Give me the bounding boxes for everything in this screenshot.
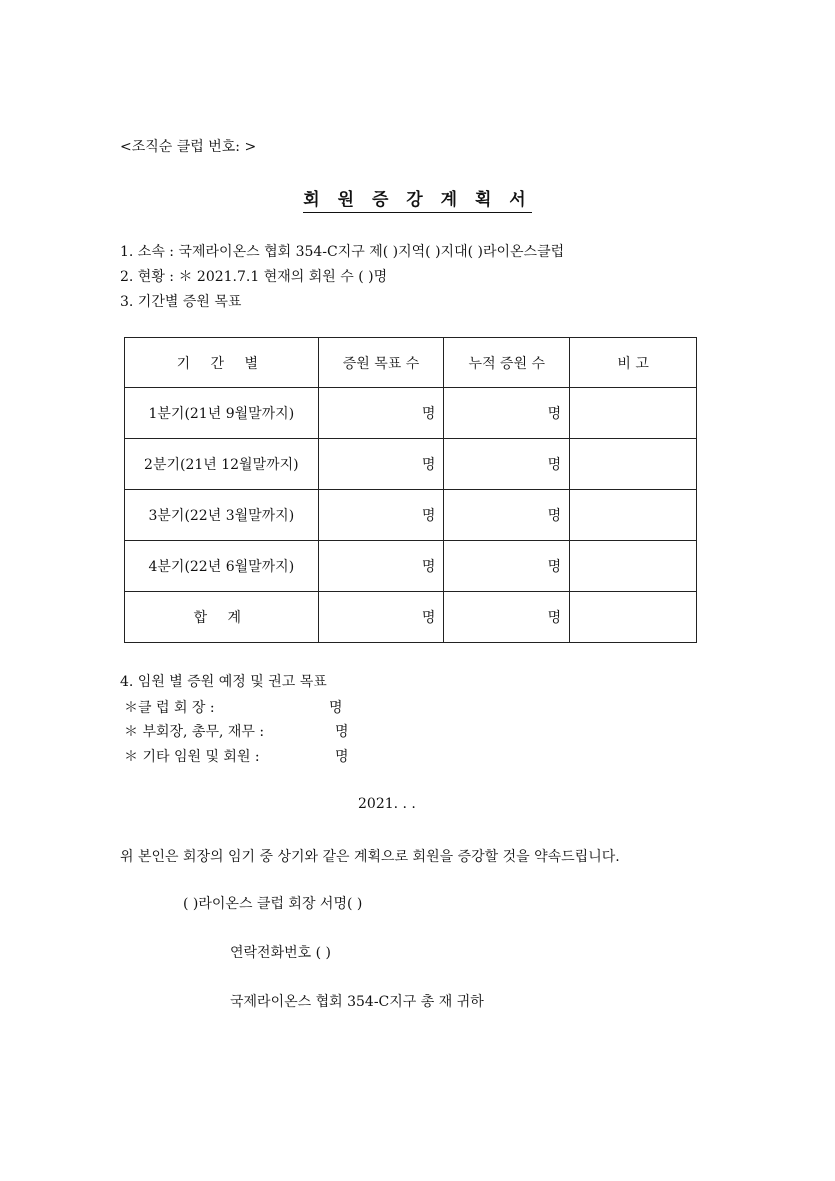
- officer-goal-vice-president: [124, 721, 349, 741]
- cumulative-cell[interactable]: 명: [444, 439, 570, 490]
- goal-cell[interactable]: 명: [318, 388, 444, 439]
- officer-label: ＊ 기타 임원 및 회원 :: [124, 749, 260, 765]
- document-title-text: 회 원 증 강 계 획 서: [303, 190, 531, 213]
- total-cumulative-cell[interactable]: 명: [444, 592, 570, 643]
- officer-label: ＊클 럽 회 장 :: [124, 700, 215, 716]
- header-goal: 증원 목표 수: [318, 338, 444, 388]
- header-cumulative: 누적 증원 수: [444, 338, 570, 388]
- note-cell[interactable]: [570, 388, 697, 439]
- period-goal-heading: 3. 기간별 증원 목표: [120, 294, 242, 310]
- cumulative-cell[interactable]: 명: [444, 490, 570, 541]
- table-row: [125, 439, 697, 490]
- affiliation-line: 1. 소속 : 국제라이온스 협회 354-C지구 제( )지역( )지대( )라이온스클럽: [120, 244, 565, 260]
- goal-cell[interactable]: 명: [318, 490, 444, 541]
- table-row: [125, 490, 697, 541]
- table-total-row: [125, 592, 697, 643]
- table-row: [125, 388, 697, 439]
- period-cell: 4분기(22년 6월말까지): [125, 541, 319, 592]
- document-date: 2021. . .: [358, 796, 416, 812]
- cumulative-cell[interactable]: 명: [444, 388, 570, 439]
- total-note-cell[interactable]: [570, 592, 697, 643]
- period-goal-table: [124, 337, 697, 643]
- period-cell: 2분기(21년 12월말까지): [125, 439, 319, 490]
- officer-unit: 명: [329, 700, 343, 716]
- officer-unit: 명: [335, 724, 349, 740]
- cumulative-cell[interactable]: 명: [444, 541, 570, 592]
- total-label-cell: 합 계: [125, 592, 319, 643]
- header-note: 비 고: [570, 338, 697, 388]
- document-title: [0, 185, 835, 210]
- goal-cell[interactable]: 명: [318, 439, 444, 490]
- officer-goal-club-president: [124, 697, 343, 717]
- total-goal-cell[interactable]: 명: [318, 592, 444, 643]
- table-header-row: [125, 338, 697, 388]
- goal-cell[interactable]: 명: [318, 541, 444, 592]
- status-line: 2. 현황 : ＊ 2021.7.1 현재의 회원 수 ( )명: [120, 269, 388, 285]
- officers-heading: 4. 임원 별 증원 예정 및 권고 목표: [120, 674, 327, 690]
- club-number-label: <조직순 클럽 번호: >: [120, 139, 257, 155]
- officer-unit: 명: [335, 749, 349, 765]
- note-cell[interactable]: [570, 439, 697, 490]
- period-cell: 1분기(21년 9월말까지): [125, 388, 319, 439]
- header-period: 기 간 별: [125, 338, 319, 388]
- addressee-line: 국제라이온스 협회 354-C지구 총 재 귀하: [230, 994, 484, 1010]
- signature-line: ( )라이온스 클럽 회장 서명( ): [183, 896, 363, 912]
- contact-phone-line: 연락전화번호 ( ): [230, 945, 331, 961]
- pledge-statement: 위 본인은 회장의 임기 중 상기와 같은 계획으로 회원을 증강할 것을 약속드립니다.: [120, 849, 620, 865]
- officer-label: ＊ 부회장, 총무, 재무 :: [124, 724, 265, 740]
- note-cell[interactable]: [570, 541, 697, 592]
- period-cell: 3분기(22년 3월말까지): [125, 490, 319, 541]
- note-cell[interactable]: [570, 490, 697, 541]
- officer-goal-other-members: [124, 746, 349, 766]
- table-row: [125, 541, 697, 592]
